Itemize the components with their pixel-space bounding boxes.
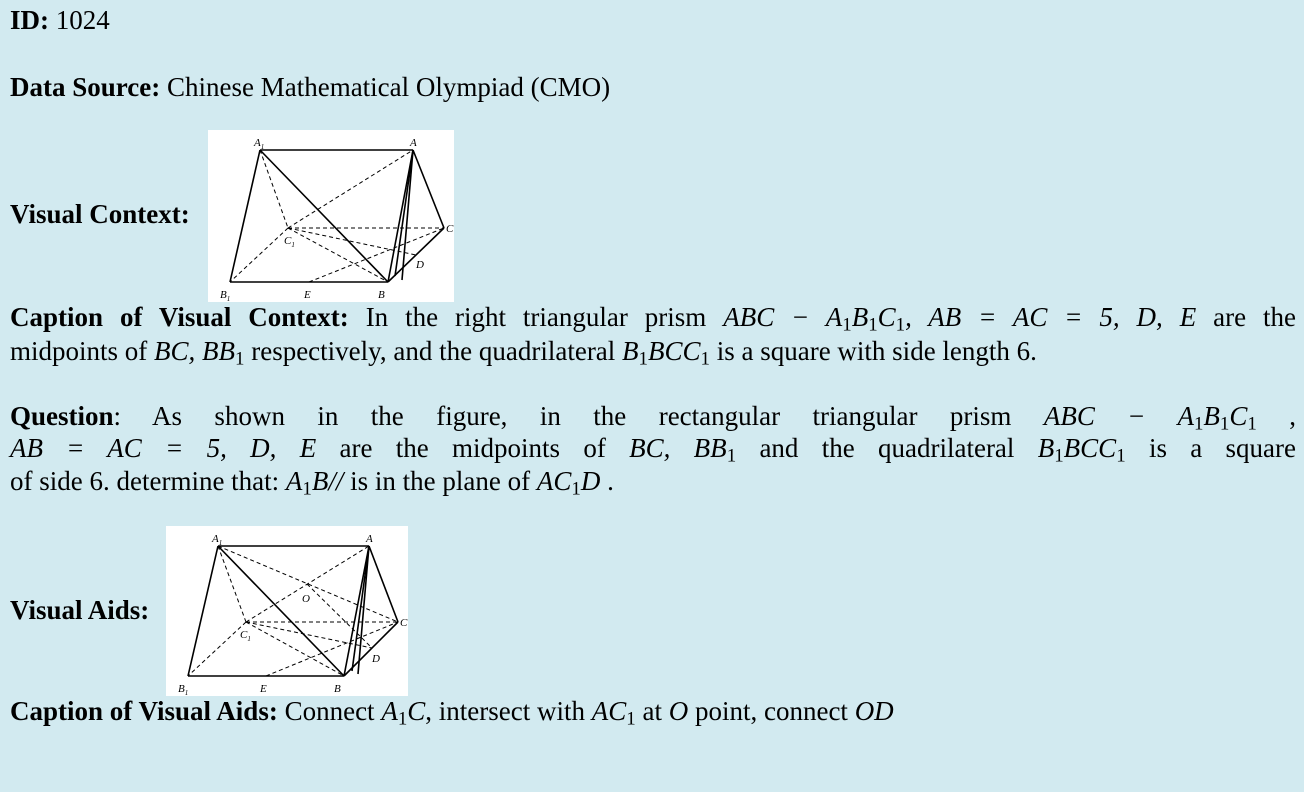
label-E: E <box>304 289 311 301</box>
aids-label-B: B <box>334 683 341 695</box>
question-text-6: is in the plane of <box>350 466 531 496</box>
question-text-2: are the midpoints of <box>339 433 606 463</box>
question-text-1: As shown in the figure, in the rectangular triangular prism <box>152 401 1012 431</box>
id-line <box>10 4 110 36</box>
aids-label-B1: $B_1$ <box>178 683 189 696</box>
caption-aids-text-1: Connect <box>284 696 375 726</box>
label-B: B <box>378 289 385 301</box>
math-question-line: $A_1B//$ <box>285 466 344 500</box>
visual-aids-figure <box>166 526 408 696</box>
math-question-square: $B_1BCC_1$ <box>1037 433 1126 467</box>
math-aids-ac1: $AC_1$ <box>591 696 636 730</box>
data-source-line <box>10 71 610 103</box>
question-label: Question <box>10 401 114 431</box>
visual-context-figure <box>208 130 454 302</box>
label-A: A <box>410 137 417 149</box>
aids-label-E: E <box>260 683 267 695</box>
math-aids-od: OD <box>854 696 894 726</box>
math-midpoints: BC, $BB_1$ <box>154 336 245 370</box>
caption-aids-text-3: at <box>642 696 662 726</box>
caption-aids-line <box>10 695 894 736</box>
math-aids-a1c: $A_1C$ <box>381 696 426 730</box>
question-text-4: is a square <box>1148 433 1296 463</box>
label-A1: $A_1$ <box>254 137 265 151</box>
label-C1: $C_1$ <box>284 235 295 249</box>
label-C: C <box>446 223 454 235</box>
prism-diagram <box>208 130 454 302</box>
aids-label-A1: $A_1$ <box>212 533 223 547</box>
data-source-value: Chinese Mathematical Olympiad (CMO) <box>166 72 611 102</box>
math-question-eq: AB = AC = 5, D, E <box>10 433 317 463</box>
caption-context-text-5: is a square with side length 6. <box>716 336 1037 366</box>
aids-label-A: A <box>366 533 373 545</box>
aids-label-C: C <box>400 617 408 629</box>
math-aids-o: O <box>668 696 689 726</box>
caption-aids-text-4: point, connect <box>694 696 848 726</box>
caption-context-label: Caption of Visual Context: <box>10 302 349 332</box>
prism-aids-diagram <box>166 526 408 696</box>
caption-aids-text-2: , intersect with <box>425 696 585 726</box>
visual-context-label <box>10 198 190 230</box>
caption-aids-label: Caption of Visual Aids: <box>10 696 278 726</box>
id-value: 1024 <box>55 5 110 35</box>
id-label: ID: <box>10 5 49 35</box>
question-text-3: and the quadrilateral <box>759 433 1015 463</box>
caption-context-text-3: midpoints of <box>10 336 148 366</box>
aids-label-D: D <box>372 653 380 665</box>
math-square: $B_1BCC_1$ <box>622 336 710 370</box>
visual-aids-label-text: Visual Aids: <box>10 595 150 625</box>
math-question-midpoints: BC, $BB_1$ <box>629 433 737 467</box>
question-line1: Question: As shown in the figure, in the rectangular triangular prism ABC − $A_1B_1C_1$ , <box>10 401 1297 435</box>
data-source-label: Data Source: <box>10 72 161 102</box>
caption-context-text-2: are the <box>1213 302 1296 332</box>
label-D: D <box>416 259 424 271</box>
math-prism: ABC − $A_1B_1C_1$, AB = AC = 5, D, E <box>723 302 1197 336</box>
caption-context-line2 <box>10 335 1037 376</box>
math-question-prism: ABC − $A_1B_1C_1$ <box>1043 401 1257 435</box>
aids-label-C1: $C_1$ <box>240 629 251 643</box>
visual-aids-label <box>10 594 149 626</box>
question-line3: of side 6. determine that: $A_1B//$ is in the plane of $AC_1D$ . <box>10 466 614 500</box>
caption-context-text-4: respectively, and the quadrilateral <box>251 336 616 366</box>
aids-label-O: O <box>302 593 310 605</box>
question-text-5: of side 6. determine that: <box>10 466 280 496</box>
visual-context-label-text: Visual Context: <box>10 199 190 229</box>
caption-context-text-1: In the right triangular prism <box>365 302 707 332</box>
math-question-plane: $AC_1D$ <box>536 466 601 500</box>
label-B1: $B_1$ <box>220 289 231 302</box>
